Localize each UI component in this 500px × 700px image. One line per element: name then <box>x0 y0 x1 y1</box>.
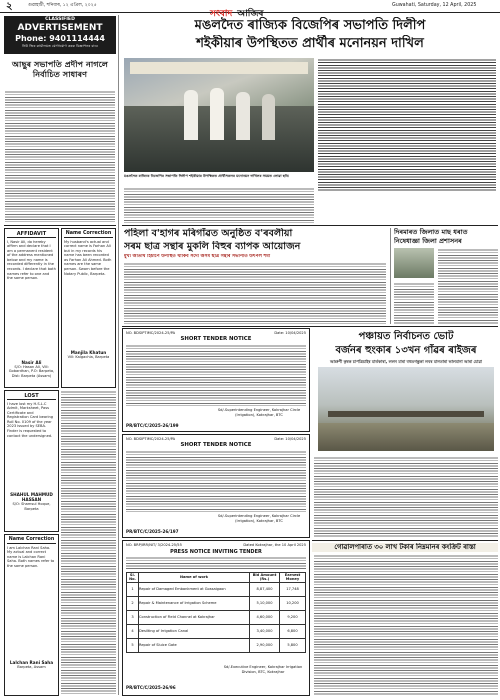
sports-headline-line-1: পহিলা ব'হাগৰ মৰিগাঁৱত অনুষ্ঠিত ব'ৰবলীয়া <box>124 228 293 239</box>
lead-photo-figure-3 <box>236 92 250 140</box>
vote-headline-line-2: বৰ্জনৰ হুংকাৰ ১৩খন গাঁৱৰ ৰাইজৰ <box>335 345 477 356</box>
table-cell: 6,800 <box>280 624 306 638</box>
press-notice-header-row <box>127 573 306 583</box>
masthead <box>0 0 500 19</box>
left-story-body <box>5 90 115 222</box>
name-correction-box-1 <box>61 228 116 388</box>
press-notice-signature: Sd/-Executive Engineer, Kokrajhar Irrigation Division, BTC, Kokrajhar <box>223 665 303 674</box>
side-story-body <box>438 248 498 324</box>
column-divider-left <box>118 15 119 695</box>
table-row <box>127 638 306 652</box>
vote-story-body <box>314 456 498 538</box>
tender-2-office: Sd/-Superintending Engineer, Kokrajhar Circle (Irrigation), Kokrajhar, BTC <box>217 514 301 523</box>
vote-photo-water <box>318 423 494 451</box>
tender-2-ref-right: Date: 10/04/2025 <box>274 437 306 441</box>
tender-notice-2 <box>122 434 310 538</box>
table-cell: Desilting of Irrigation Canal <box>139 624 250 638</box>
table-cell: 1 <box>127 582 139 596</box>
table-cell: 5,10,000 <box>250 596 280 610</box>
classified-box <box>4 16 116 54</box>
tender-2-ref: PR/BTC/C/2025-26/197 <box>126 529 179 534</box>
table-cell: 17,748 <box>280 582 306 596</box>
lead-photo-figure-1 <box>184 90 198 140</box>
table-cell: Construction of Field Channel at Kokrajhar <box>139 610 250 624</box>
table-cell: 2 <box>127 596 139 610</box>
vote-subhead: আশ্ৰুণী কৃষক চাপত্ৰিচাইৰ মাৰ্তকাৰা, ললন মাৰা বহুতগন্তুকা লবৰ মানতাৰা ভালমানা আৰা চোৱা <box>330 359 482 364</box>
sports-subhead: মুখ্য অতিথি হিচাপে উপস্থিত থাকিব সদৌ অসম ছাত্ৰ সন্থাৰ সভাপতি উৎপল শৰ্মা <box>124 254 271 259</box>
lost-signature: SHAHUL MAHMUD HASSAN <box>10 491 53 502</box>
name-correction-signature-2: Lalchan Rani Saha <box>9 659 54 665</box>
classified-note: নিউ জিৰ কাৰ্যালয়ত যোগাযোগ কৰক বিজ্ঞাপনৰ বাবে <box>22 44 98 48</box>
table-cell: 2,90,000 <box>250 638 280 652</box>
press-notice-table <box>122 540 310 696</box>
table-cell: Repair of Damaged Embankment at Gossaigaon <box>139 582 250 596</box>
name-correction-text-2: I am Lalchan Rani Saha. My actual and correct name is Lalchan Rani Saha. Both names refer to the same person. <box>7 545 55 568</box>
tender-1-ref-right: Date: 10/04/2025 <box>274 331 306 335</box>
tender-1-ref-left: NO. BDSIPTIMC/2024-25/PA <box>126 331 176 335</box>
name-correction-address-1: Vill: Kalgachia, Barpeta <box>67 354 110 359</box>
date-english: Guwahati, Saturday, 12 April, 2025 <box>392 3 477 8</box>
classified-kicker: CLASSIFIED <box>45 17 75 22</box>
col-header: Bid Amount (Rs.) <box>250 573 280 583</box>
affidavit-signature: Nasir Ali <box>21 359 42 365</box>
sports-headline-line-2: সৰম ছাত্ৰ সন্থাৰ মুকলি বিহুৰ ব্যাপক আয়োজন <box>124 241 301 252</box>
tender-1-office: Sd/-Superintending Engineer, Kokrajhar Circle (Irrigation), Kokrajhar, BTC <box>217 408 301 417</box>
table-cell: 5,800 <box>280 638 306 652</box>
vote-headline-line-1: পঞ্চায়ত নিৰ্বাচনত ভোট <box>358 331 454 342</box>
classified-heading: ADVERTISEMENT <box>17 23 103 33</box>
table-cell: 10,200 <box>280 596 306 610</box>
legal-notices-column <box>61 390 116 696</box>
lead-story-body-right <box>318 58 496 192</box>
lead-story-divider <box>122 225 498 226</box>
table-cell: 5 <box>127 638 139 652</box>
table-row <box>127 610 306 624</box>
lost-heading: LOST <box>7 393 56 400</box>
tender-2-heading: SHORT TENDER NOTICE <box>180 442 252 448</box>
press-notice-ref: PR/BTC/C/2025-26/96 <box>126 685 176 690</box>
col-header: Sl. No. <box>127 573 139 583</box>
masthead-logo-title: আজিৰ <box>237 8 264 19</box>
table-row <box>127 596 306 610</box>
column-divider-right <box>390 228 391 324</box>
name-correction-heading-2: Name Correction <box>8 537 55 542</box>
name-correction-signature-1: Manjila Khatun <box>70 349 107 355</box>
table-cell: 3 <box>127 610 139 624</box>
press-notice-heading: PRESS NOTICE INVITING TENDER <box>170 549 262 555</box>
date-bengali: গুৱাহাটী, শনিবাৰ, ১২ এপ্ৰিল, ২০২৫ <box>28 3 97 8</box>
table-cell: 4,60,000 <box>250 610 280 624</box>
table-cell: Repair & Maintenance of Irrigation Scheme <box>139 596 250 610</box>
name-correction-text-1: My husband's actual and correct name is Farhan Ali but in my records his name has been recorded as Farhan Ali Ahmed. Both names are the same person. Sworn before the Notary Public, Barpeta. <box>64 239 112 276</box>
lead-photo-figure-4 <box>262 94 275 140</box>
masthead-logo <box>210 1 264 19</box>
lead-photo-caption: মঙলদৈত ৰাজ্যিক বিজেপিৰ সভাপতি দিলীপ শইকীয়াৰ উপস্থিতত প্ৰাৰ্থীসকলৰ মনোনয়ন দাখিলৰ সময়ত লোৱা ছবি। <box>124 174 290 178</box>
left-divider <box>4 225 116 226</box>
table-cell: 4 <box>127 624 139 638</box>
table-cell: 8,87,400 <box>250 582 280 596</box>
lead-story-photo <box>124 58 314 172</box>
vote-photo-bridge <box>328 411 484 417</box>
side-story-headline-line-1: দিৰমাৰত জিলাত মাছ ধৰাত <box>394 228 468 236</box>
side-story-body-lower <box>394 282 434 324</box>
lead-story-body-left <box>124 187 314 223</box>
name-correction-box-2 <box>4 534 59 696</box>
press-notice-intro <box>126 556 306 570</box>
side-story-headline-line-2: নিষেধাজ্ঞা জিলা প্ৰশাসনৰ <box>394 237 462 245</box>
lead-photo-banner <box>130 62 308 74</box>
tender-1-heading: SHORT TENDER NOTICE <box>180 336 252 342</box>
bottom-story-headline: গোৱালপাৰাত ৩০ লাখ টকাৰ নিম্নমানৰ কংক্ৰিট ৰাস্তা <box>312 543 498 552</box>
classified-phone: Phone: 9401114444 <box>15 34 105 43</box>
affidavit-heading: AFFIDAVIT <box>7 231 56 238</box>
lead-headline-line-2: শইকীয়াৰ উপস্থিতত প্ৰাৰ্থীৰ মনোনয়ন দাখিল <box>196 36 424 51</box>
table-cell: 9,200 <box>280 610 306 624</box>
lost-address: S/O: Shamsul Hoque, Barpeta <box>12 501 51 511</box>
name-correction-address-2: Barpeta, Assam <box>17 664 46 669</box>
table-row <box>127 582 306 596</box>
name-correction-heading-1: Name Correction <box>65 231 112 236</box>
press-notice-grid <box>126 572 306 653</box>
vote-divider <box>312 540 498 541</box>
table-cell: Repair of Sluice Gate <box>139 638 250 652</box>
tender-2-ref-left: NO. BDSIPTIMC/2024-25/PA <box>126 437 176 441</box>
tender-1-body <box>126 344 306 406</box>
masthead-logo-accent: সংবাদ <box>210 8 233 19</box>
left-story-headline: আছুৰ সভাপতি প্ৰদীপ নাগলে নিৰ্বাচিত সাধাৰণ <box>12 60 108 79</box>
side-story-photo <box>394 248 434 278</box>
table-row <box>127 624 306 638</box>
col-header: Earnest Money <box>280 573 306 583</box>
press-notice-ref-right: Dated Kokrajhar, the 10 April 2025 <box>243 543 306 547</box>
sports-divider <box>122 326 498 327</box>
tender-notice-1 <box>122 328 310 432</box>
lead-photo-figure-2 <box>210 88 224 140</box>
tender-2-body <box>126 450 306 512</box>
col-header: Name of work <box>139 573 250 583</box>
affidavit-address: S/O: Hasan Ali, Vill: Gobardhan, P.O: Barpeta, Dist: Barpeta (Assam) <box>8 364 55 378</box>
press-notice-ref-left: NO. BRP/IRR/NIT/ 3/2024-25/55 <box>126 543 182 547</box>
bottom-story-body <box>314 554 498 696</box>
lost-box <box>4 390 59 532</box>
affidavit-box <box>4 228 59 388</box>
page-number: ২ <box>6 1 13 12</box>
vote-story-photo <box>318 367 494 451</box>
affidavit-text: I, Nasir Ali, do hereby affirm and declare that I am a permanent resident of the address mentioned below and my name is recorded differently in the records. I declare that both names refer to one and the same person. <box>7 239 56 281</box>
lead-headline-line-1: মঙলদৈত ৰাজ্যিক বিজেপিৰ সভাপতি দিলীপ <box>194 18 426 33</box>
table-cell: 3,40,000 <box>250 624 280 638</box>
tender-1-ref: PR/BTC/C/2025-26/199 <box>126 423 179 428</box>
sports-story-body <box>124 262 386 324</box>
lost-text: I have lost my H.S.L.C Admit, Marksheet, Pass Certificate and Registration Card bearing Roll No. 0109 of the year 2023 issued by SEBA. Finder is requested to contact the undersigned. <box>7 401 54 438</box>
